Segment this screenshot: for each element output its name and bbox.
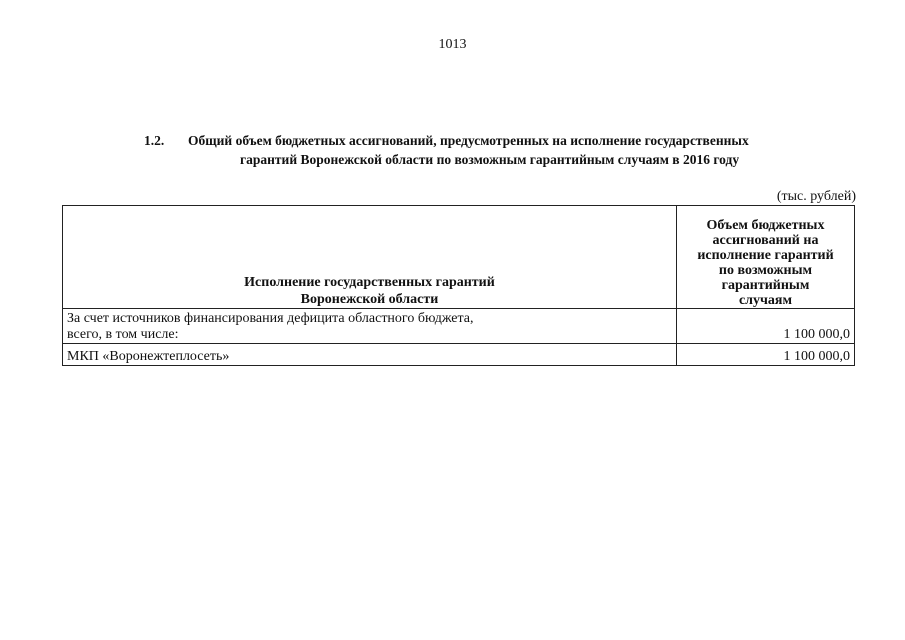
table-row	[63, 309, 855, 344]
row-amount-cell: 1 100 000,0	[677, 344, 855, 366]
units-label: (тыс. рублей)	[776, 189, 856, 204]
table-row	[63, 344, 855, 366]
section-title-line-1: Общий объем бюджетных ассигнований, предусмотренных на исполнение государственных	[188, 133, 749, 148]
table-header-row	[63, 206, 855, 309]
guarantees-table	[62, 205, 855, 366]
row-name-cell: За счет источников финансирования дефицита областного бюджета, всего, в том числе:	[63, 309, 677, 344]
header-allocation-amount: Объем бюджетных ассигнований на исполнение гарантий по возможным гарантийным случаям	[677, 206, 855, 309]
section-number: 1.2.	[144, 133, 165, 148]
row-name-cell: МКП «Воронежтеплосеть»	[63, 344, 677, 366]
section-title-line-2: гарантий Воронежской области по возможным гарантийным случаям в 2016 году	[240, 152, 740, 167]
header-guarantee-execution: Исполнение государственных гарантий Воронежской области	[63, 206, 677, 309]
row-amount-cell: 1 100 000,0	[677, 309, 855, 344]
page-number: 1013	[438, 37, 467, 52]
